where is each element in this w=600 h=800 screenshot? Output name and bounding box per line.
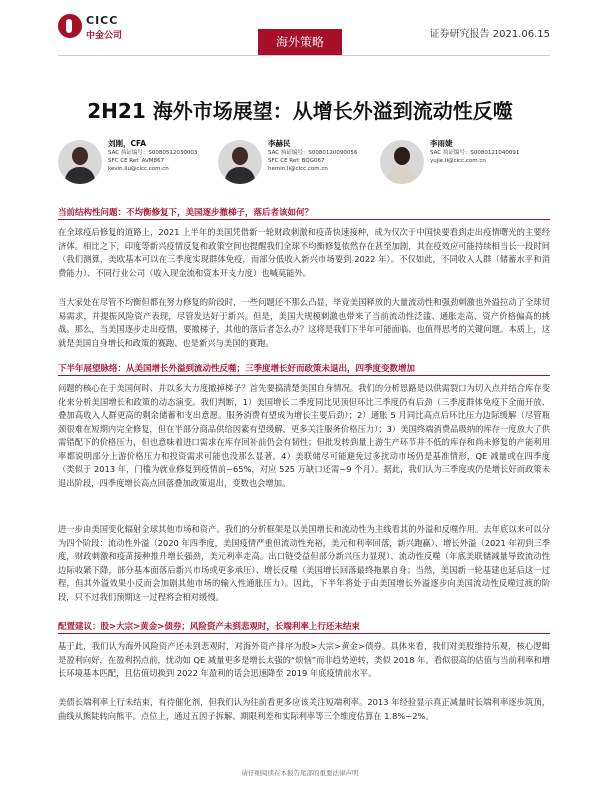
author-card	[218, 140, 388, 190]
legal-footer: 请仔细阅读在本报告尾部的重要法律声明	[241, 769, 359, 777]
logo-cn: 中金公司	[86, 31, 123, 41]
avatar	[218, 140, 262, 184]
author-sfc: SFC CE Ref: BQG067	[268, 158, 325, 164]
page-title: 2H21 海外市场展望：从增长外溢到流动性反噬	[87, 99, 513, 123]
logo-en: CICC	[86, 14, 119, 27]
author-sac: SAC 执证编号：S0080120090056	[268, 150, 358, 156]
category-banner: 海外策略	[258, 29, 342, 55]
author-card	[58, 140, 228, 190]
paragraph: 进一步由美国变化辐射全球其他市场和资产。我们的分析框架是以美国增长和流动性为主线看其的外溢和反噬作用。去年底以来可以分为四个阶段：流动性外溢（2020 年四季度，美国疫情严重但流动性充裕，美元和利率回落，新兴跑赢）、增长外溢（2021 年初到三季度，财政刺激和疫苗接种推升增长强劲，美元利率走高。出口链受益但部分新兴压力显现）、流动性反噬（年底美联储减量导致流动性边际收紧下降，部分基本面落后新兴市场或更多承压）、增长反噬（美国增长回落最终拖累自身；当然，美国新一轮基建也延后这一过程，但其外溢效果小反而会加剧其他市场的输入性通胀压力）。因此，下半年将处于由美国增长外溢逐步向美国流动性反噬过渡的阶段，只不过我们预期这一过程将会相对缓慢。	[58, 524, 550, 602]
avatar	[380, 140, 424, 184]
author-name: 李赫民	[268, 139, 291, 148]
paragraph: 美债长端利率上行未结束，有待催化剂，但我们认为往前看更多应该关注短端利率。2013 年经验显示真正减量时长端利率逐步筑顶，曲线从熊陡转向熊平。点位上，通过五因子拆解、期限利差和实际利率等三个维度估算在 1.8%~2%。	[58, 697, 550, 721]
avatar	[58, 140, 102, 184]
section-divider	[58, 633, 550, 634]
author-name: 刘刚，CFA	[108, 139, 147, 148]
section-heading: 当前结构性问题：不均衡修复下，美国逐步撤梯子，落后者该如何？	[58, 208, 314, 218]
report-type: 证券研究报告	[429, 29, 490, 40]
author-sfc: SFC CE Ref: AVM867	[108, 158, 165, 164]
section-heading: 下半年展望脉络：从美国增长外溢到流动性反噬；三季度增长好而政策未退出，四季度变数增加	[58, 364, 416, 374]
report-date: 2021.06.15	[492, 29, 550, 40]
report-header	[0, 0, 600, 60]
section-heading: 配置建议：股>大宗>黄金>债券；风险资产未到悲观时，长端利率上行还未结束	[58, 622, 360, 632]
report-meta	[430, 25, 550, 40]
paragraph: 基于此，我们认为海外风险资产还未到悲观时，对海外资产排序为股>大宗>黄金>债券。具体来看，我们对美股维持乐观，核心逻辑是盈利向好，在盈利拐点前，忧动如 QE 减量更多是增长太强的“烦恼”而非趋势逆转，类似 2018 年。看似很高的估值与当前利率和增长环境基本匹配，且估值切换到 2022 年盈利的话会迅速降至 2019 年底疫情前水平。	[58, 641, 550, 678]
author-card	[380, 140, 550, 190]
cicc-logo	[58, 12, 138, 46]
paragraph: 当大家处在尽管不均衡但都在努力修复的阶段时，一些问题还不那么凸显，毕竟美国释放的大量流动性和强劲刺激也外溢拉动了全球贸易需求，并提振风险资产表现，尽管发达好于新兴。但是，美国大规模刺激也带来了当前流动性泛滥、通胀走高、资产价格偏高的挑战。那么，当美国逐步走出疫情，要撤梯子，其他的落后者怎么办？这将是我们下半年可能面临、也值得思考的关键问题。本质上，这就是美国自身增长和政策的赛跑、也是新兴与美国的赛跑。	[58, 297, 550, 348]
author-sac: SAC 执证编号：S0080512030003	[108, 150, 198, 156]
author-name: 李雨婕	[430, 139, 453, 148]
cicc-logo-icon	[58, 14, 82, 38]
author-email[interactable]: yujie.li@cicc.com.cn	[430, 158, 486, 164]
paragraph: 在全球疫后修复的道路上，2021 上半年的美国凭借新一轮财政刺激和疫苗快速接种，成为仅次于中国快要看到走出疫情曙光的主要经济体。相比之下，印度等新兴疫情反复和政策空间也提醒我们全球不均衡修复依然存在甚至加剧，其在疫效应可能持续相当长一段时间（我们测算，美欧基本可以在三季度实现群体免疫，而部分低收入新兴市场要到 2022 年）。不仅如此，不同收入人群（储蓄水平和消费能力）、不同行业公司（收入现金流和资本开支力度）也喊莫能外。	[58, 227, 550, 278]
author-email[interactable]: kevin.liu@cicc.com.cn	[108, 166, 169, 172]
header-divider	[58, 55, 550, 56]
section-divider	[58, 375, 550, 376]
section-divider	[58, 219, 550, 220]
author-email[interactable]: hemin.li@cicc.com.cn	[268, 166, 328, 172]
paragraph: 问题的核心在于美国何时、并以多大力度撤掉梯子？首先要搞清楚美国自身情况。我们的分析思路是以供需裂口为切入点并结合库存变化来分析美国增长和政策的动态演变。我们判断，1）美国增长二季度同比见顶但环比三季度仍有后劲（三季度群体免疫下全面开放、叠加高收入人群更高的剩余储蓄和支出意愿。服务消费有望成为增长主要后劲）；2）通胀 5 月同比高点后环比压力边际缓解（尽管瓶颈很难在短期内完全修复，但在半部分商品供给因素有望缓解，更多关注服务价格压力）；3）美国终端消费品吸纳的库存一度放大了供需错配下的价格压力，但也意味着进口需求在库存回补前仍会有韧性；但批发转到量上游生产环节并不低的库存和尚未修复的产能利用率都说明部分上游价格压力和投资需求可能也没那么显著。4）美联储尽可能避免过多扰动市场仍是基准情形，QE 减量或在四季度（类似于 2013 年，门槛为就业修复到疫情前~65%，对应 525 万缺口还需~9 个月）。据此，我们认为三季度或仍是增长好而政策未退出阶段，四季度增长高点回落叠加政策退出，变数也会增加。	[58, 383, 550, 488]
author-sac: SAC 执证编号：S0080121040091	[430, 150, 520, 156]
